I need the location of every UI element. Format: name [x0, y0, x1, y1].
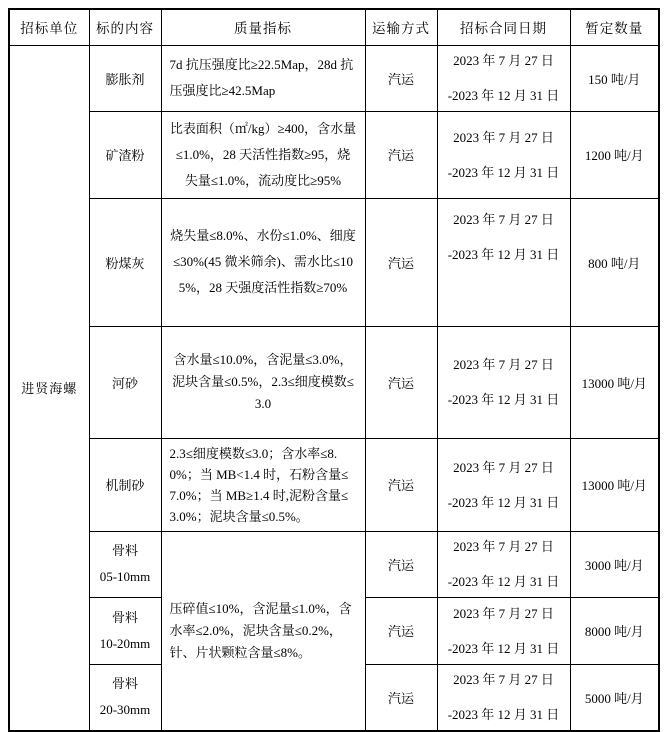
cell-transport: 汽运: [365, 664, 437, 731]
date-end-line: -2023 年 12 月 31 日: [447, 707, 560, 723]
date-end-line: -2023 年 12 月 31 日: [447, 640, 560, 656]
cell-contract-date: [437, 198, 570, 326]
cell-contract-date: [437, 531, 570, 597]
cell-quantity: 13000 吨/月: [570, 326, 659, 438]
cell-transport: 汽运: [365, 438, 437, 531]
cell-transport: 汽运: [365, 531, 437, 597]
date-start-line: 2023 年 7 月 27 日: [453, 53, 554, 68]
cell-quality: 压碎值≤10%，含泥量≤1.0%，含水率≤2.0%，泥块含量≤0.2%，针、片状颗粒含量≤8%。: [161, 531, 365, 731]
cell-quality: 含水量≤10.0%，含泥量≤3.0%，泥块含量≤0.5%，2.3≤细度模数≤3.0: [161, 326, 365, 438]
table-row: [9, 45, 659, 111]
header-bidding-unit: 招标单位: [9, 9, 89, 45]
cell-subject: 膨胀剂: [89, 45, 161, 111]
cell-quantity: 150 吨/月: [570, 45, 659, 111]
cell-contract-date: [437, 438, 570, 531]
cell-quantity: 1200 吨/月: [570, 111, 659, 198]
date-start-line: 2023 年 7 月 27 日: [453, 459, 554, 475]
cell-quantity: 3000 吨/月: [570, 531, 659, 597]
subject-name: 骨料: [111, 543, 138, 558]
cell-quantity: 800 吨/月: [570, 198, 659, 326]
header-contract-date: 招标合同日期: [437, 9, 570, 45]
date-start-line: 2023 年 7 月 27 日: [453, 357, 554, 372]
cell-quality: 比表面积（㎡/kg）≥400，含水量≤1.0%，28 天活性指数≥95，烧失量≤1.0%，流动度比≥95%: [161, 111, 365, 198]
table-header-row: [9, 9, 659, 45]
cell-subject: 矿渣粉: [89, 111, 161, 198]
cell-quantity: 8000 吨/月: [570, 597, 659, 664]
subject-spec: 10-20mm: [99, 635, 151, 651]
cell-contract-date: [437, 326, 570, 438]
bidding-table: [8, 8, 660, 732]
cell-contract-date: [437, 111, 570, 198]
table-row: [9, 326, 659, 438]
cell-contract-date: [437, 597, 570, 664]
cell-subject: 机制砂: [89, 438, 161, 531]
cell-quality: 烧失量≤8.0%、水份≤1.0%、细度≤30%(45 微米筛余)、需水比≤105%，28 天强度活性指数≥70%: [161, 198, 365, 326]
cell-quantity: 5000 吨/月: [570, 664, 659, 731]
header-quality: 质量指标: [161, 9, 365, 45]
subject-name: 骨料: [111, 676, 138, 692]
cell-quality: 2.3≤细度模数≤3.0；含水率≤8.0%；当 MB<1.4 时，石粉含量≤7.0%；当 MB≥1.4 时,泥粉含量≤3.0%；泥块含量≤0.5%。: [161, 438, 365, 531]
date-start-line: 2023 年 7 月 27 日: [453, 672, 554, 688]
cell-bidding-unit: 进贤海螺: [9, 45, 89, 731]
date-end-line: -2023 年 12 月 31 日: [447, 88, 560, 103]
subject-spec: 20-30mm: [99, 702, 151, 718]
table-row: [9, 531, 659, 597]
header-quantity: 暂定数量: [570, 9, 659, 45]
cell-contract-date: [437, 45, 570, 111]
date-start-line: 2023 年 7 月 27 日: [453, 129, 554, 145]
date-start-line: 2023 年 7 月 27 日: [453, 539, 554, 554]
date-end-line: -2023 年 12 月 31 日: [447, 246, 560, 262]
cell-quality: 7d 抗压强度比≥22.5Map，28d 抗压强度比≥42.5Map: [161, 45, 365, 111]
cell-transport: 汽运: [365, 111, 437, 198]
table-row: [9, 198, 659, 326]
table-row: [9, 438, 659, 531]
cell-transport: 汽运: [365, 45, 437, 111]
subject-spec: 05-10mm: [99, 569, 151, 584]
table-row: [9, 111, 659, 198]
header-transport: 运输方式: [365, 9, 437, 45]
date-start-line: 2023 年 7 月 27 日: [453, 211, 554, 227]
date-end-line: -2023 年 12 月 31 日: [447, 392, 560, 407]
header-subject: 标的内容: [89, 9, 161, 45]
cell-transport: 汽运: [365, 597, 437, 664]
date-end-line: -2023 年 12 月 31 日: [447, 574, 560, 589]
cell-subject: 河砂: [89, 326, 161, 438]
cell-transport: 汽运: [365, 326, 437, 438]
cell-quantity: 13000 吨/月: [570, 438, 659, 531]
cell-transport: 汽运: [365, 198, 437, 326]
date-end-line: -2023 年 12 月 31 日: [447, 164, 560, 180]
date-start-line: 2023 年 7 月 27 日: [453, 605, 554, 621]
subject-name: 骨料: [111, 609, 138, 625]
cell-subject: 粉煤灰: [89, 198, 161, 326]
date-end-line: -2023 年 12 月 31 日: [447, 494, 560, 510]
cell-subject: [89, 597, 161, 664]
cell-subject: [89, 531, 161, 597]
